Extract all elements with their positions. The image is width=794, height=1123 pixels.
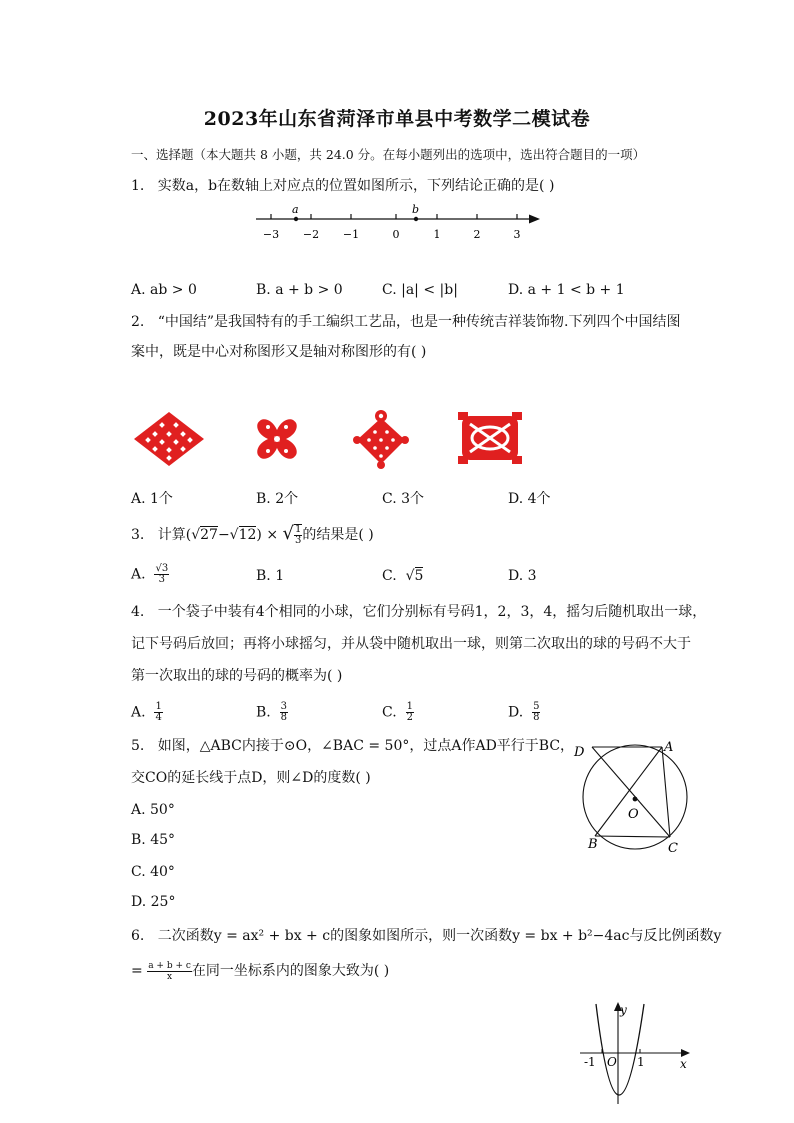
chinese-knot-2-icon [248,410,306,468]
radicand: 5 [414,568,424,584]
option-b: B. 1 [256,568,285,584]
option-d: D. a + 1 < b + 1 [508,282,625,298]
option-b [256,702,288,723]
question-2-line2: 案中，既是中心对称图形又是轴对称图形的有( ) [131,344,427,360]
tick-label-minus-one: -1 [584,1055,596,1069]
axis-label-x: x [680,1057,687,1071]
point-b-label: b [412,203,420,216]
question-text-post: 的结果是( ) [302,527,374,543]
sqrt-icon: √ [405,568,415,584]
option-c [382,568,423,584]
question-3 [131,520,374,549]
times-sign: ) × [256,527,279,543]
sqrt-icon: √ [229,527,239,543]
fraction [154,564,169,585]
chinese-knot-4-icon [458,410,522,466]
chinese-knot-3-icon [353,408,409,470]
option-b: B. 45° [131,832,176,848]
tick-label: 1 [433,228,441,241]
fraction-numerator: 5 [533,701,540,712]
radicand: 12 [238,527,257,543]
page-title: 2023年山东省菏泽市单县中考数学二模试卷 [203,108,591,130]
question-text-pre: 计算( [157,527,192,543]
center-point [633,797,638,802]
fraction-denominator: 3 [158,574,166,585]
fraction-numerator: a + b + c [148,960,191,971]
point-b [414,217,418,221]
option-label: A. [131,704,146,721]
axis-label-y: y [620,1003,627,1017]
question-text: “中国结”是我国特有的手工编织工艺品，也是一种传统吉祥装饰物.下列四个中国结图 [157,314,681,330]
option-label: A. [131,566,146,583]
option-a: A. 1个 [131,491,173,507]
question-2 [131,312,680,332]
question-number: 6. [131,928,145,944]
parabola-curve [596,1004,644,1095]
question-number: 2. [131,314,145,330]
fraction-denominator: 4 [155,712,162,723]
section-heading: 一、选择题（本大题共 8 小题，共 24.0 分。在每小题列出的选项中，选出符合题目的一项） [131,147,646,162]
option-label: C. [382,704,397,721]
fraction-numerator: 1 [406,701,413,712]
fraction-numerator: 1 [295,524,302,535]
fraction [532,702,540,723]
circle-triangle-figure [568,736,690,858]
parabola-figure [574,996,696,1108]
option-c: C. 40° [131,864,175,880]
fraction [154,702,162,723]
tick-label: −1 [342,228,360,241]
point-a [294,217,298,221]
question-text: 二次函数y = ax² + bx + c的图象如图所示，则一次函数y = bx + b²−4ac与反比例函数y [157,928,722,944]
option-c [382,702,414,723]
question-number: 5. [131,738,145,754]
option-d: D. 4个 [508,491,551,507]
option-b: B. a + b > 0 [256,282,343,298]
label-b: B [588,837,598,852]
radicand: 27 [200,527,218,543]
tick-label-one: 1 [637,1055,645,1069]
tick-label: 0 [392,228,400,241]
question-text-post: 在同一坐标系内的图象大致为( ) [191,963,390,979]
option-a [131,702,163,723]
option-d: D. 3 [508,568,537,584]
fraction [147,961,192,982]
fraction [406,702,414,723]
option-d [508,702,540,723]
fraction-denominator: 8 [533,712,540,723]
option-c: C. 3个 [382,491,425,507]
question-text: 一个袋子中装有4个相同的小球，它们分别标有号码1，2，3，4，摇匀后随机取出一球， [157,604,707,620]
fraction-numerator: 1 [155,701,162,712]
equals-sign: = [131,963,143,979]
question-6-line2 [131,958,389,984]
question-1 [131,176,554,196]
option-c: C. |a| < |b| [382,282,458,298]
option-label: C. [382,568,397,584]
label-c: C [668,841,678,856]
question-5-line2: 交CO的延长线于点D，则∠D的度数( ) [131,770,371,786]
option-label: D. [508,704,524,721]
option-d: D. 25° [131,894,176,910]
label-o: O [628,807,639,822]
point-a-label: a [292,203,299,216]
tick-label: 2 [473,228,481,241]
question-number: 3. [131,527,145,543]
fraction-numerator: √3 [155,563,169,574]
option-label: B. [256,704,271,721]
question-4-line2: 记下号码后放回；再将小球摇匀，并从袋中随机取出一球，则第二次取出的球的号码不大于 [131,636,691,652]
sqrt-icon: √ [282,523,295,544]
fraction [280,702,288,723]
question-4 [131,602,706,622]
fraction-numerator: 3 [280,701,288,712]
fraction-denominator: 2 [406,712,413,723]
fraction-denominator: x [167,971,173,982]
chinese-knot-1-icon [132,410,206,468]
tick-label: 3 [513,228,521,241]
option-b: B. 2个 [256,491,299,507]
fraction-denominator: 3 [295,535,302,546]
tick-label: −3 [262,228,280,241]
question-text: 如图，△ABC内接于⊙O，∠BAC = 50°，过点A作AD平行于BC， [157,738,575,754]
question-5 [131,736,574,756]
label-d: D [574,745,585,760]
label-a: A [664,740,674,755]
number-line-figure [250,200,550,246]
question-text: 实数a，b在数轴上对应点的位置如图所示，下列结论正确的是( ) [157,178,555,194]
minus-sign: − [217,527,230,543]
option-a: A. ab > 0 [131,282,197,298]
question-4-line3: 第一次取出的球的号码的概率为( ) [131,668,343,684]
question-number: 1. [131,178,145,194]
question-6 [131,926,721,946]
tick-label: −2 [302,228,320,241]
option-a: A. 50° [131,802,175,818]
sqrt-icon: √ [191,527,201,543]
origin-label: O [607,1055,617,1069]
option-a [131,564,169,585]
fraction-denominator: 8 [280,712,288,723]
question-number: 4. [131,604,145,620]
